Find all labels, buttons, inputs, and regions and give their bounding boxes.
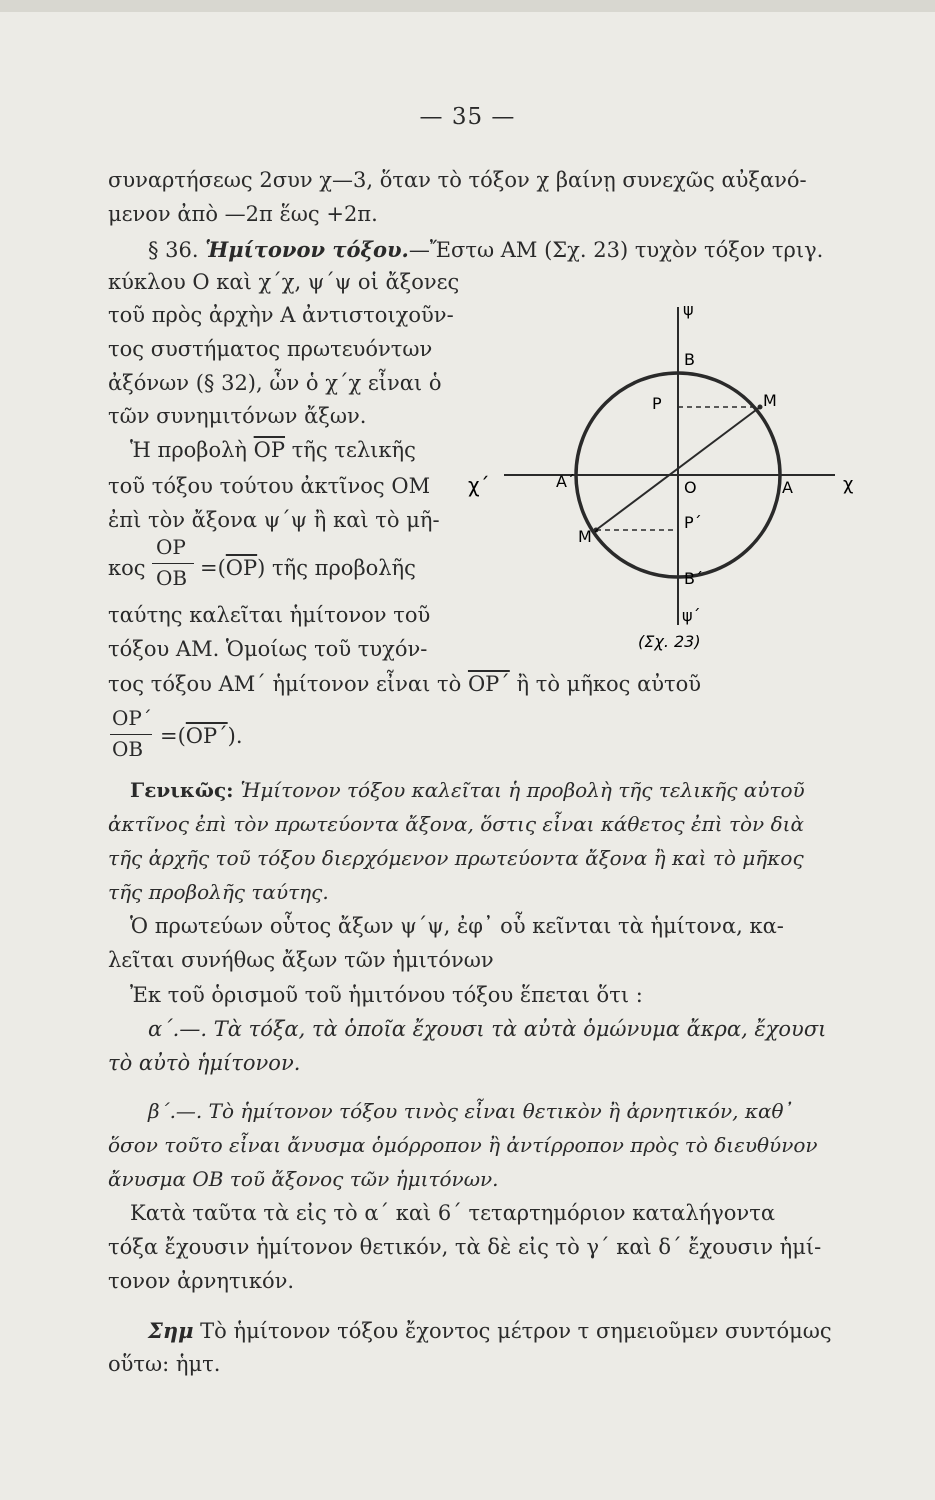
section-heading-rest: —Ἔστω ΑΜ (Σχ. 23) τυχὸν τόξον τριγ.: [408, 238, 824, 262]
label-x-prime: χ΄: [468, 473, 490, 497]
axis-line-2: λεῖται συνήθως ἄξων τῶν ἡμιτόνων: [108, 948, 494, 972]
s36-l13c: ἢ τὸ μῆκος αὐτοῦ: [509, 672, 702, 696]
item-b-l1: Τὸ ἡμίτονον τόξου τινὸς εἶναι θετικὸν ἢ ἀρνητικόν, καθ᾽: [208, 1099, 794, 1123]
s36-line-5: ἀξόνων (§ 32), ὧν ὁ χ΄χ εἶναι ὁ: [108, 371, 442, 395]
general-line-1: [130, 778, 805, 802]
axis-line-1: Ὁ πρωτεύων οὗτος ἄξων ψ΄ψ, ἐφ᾽ οὗ κεῖνται τὰ ἡμίτονα, κα-: [130, 914, 784, 938]
section-title: Ἡμίτονον τόξου.: [205, 237, 409, 262]
item-a-l1: Τὰ τόξα, τὰ ὁποῖα ἔχουσι τὰ αὐτὰ ὁμώνυμα ἄκρα, ἔχουσι: [213, 1017, 827, 1041]
label-x: χ: [843, 474, 854, 495]
fraction-denominator: ΟΒ: [156, 566, 188, 590]
fraction-bar: [152, 563, 194, 564]
item-b-label: β΄.—.: [148, 1099, 209, 1123]
label-a-prime: Α΄: [556, 472, 575, 491]
s36-line-6: τῶν συνημιτόνων ἄξων.: [108, 404, 367, 428]
general-line-2: ἀκτῖνος ἐπὶ τὸν πρωτεύοντα ἄξονα, ὅστις εἶναι κάθετος ἐπὶ τὸν διὰ: [108, 812, 804, 836]
s36-l7c: τῆς τελικῆς: [285, 438, 416, 462]
para1-line-2: μενον ἀπὸ —2π ἕως +2π.: [108, 202, 378, 226]
s36-line-8: τοῦ τόξου τούτου ἀκτῖνος ΟΜ: [108, 474, 431, 498]
section-number: § 36.: [148, 238, 199, 262]
s36-line-9: ἐπὶ τὸν ἄξονα ψ΄ψ ἢ καὶ τὸ μῆ-: [108, 508, 440, 532]
para1-line-1: συναρτήσεως 2συν χ—3, ὅταν τὸ τόξον χ βαίνῃ συνεχῶς αὐξανό-: [108, 168, 807, 192]
s36-line-10: [200, 556, 416, 580]
fraction-denominator: ΟΒ: [112, 737, 144, 761]
s36-l10a: κος: [108, 556, 146, 580]
s36-line-2: κύκλου Ο καὶ χ΄χ, ψ΄ψ οἱ ἄξονες: [108, 270, 460, 294]
s36-l10d: ) τῆς προβολῆς: [257, 556, 416, 580]
item-b-line-1: [148, 1099, 794, 1123]
s36-l14a: =(: [160, 724, 186, 748]
note-l1: Τὸ ἡμίτονον τόξου ἔχοντος μέτρον τ σημειοῦμεν συντόμως: [193, 1319, 832, 1343]
s36-line-12: τόξου ΑΜ. Ὁμοίως τοῦ τυχόν-: [108, 637, 428, 661]
general-lead: Γενικῶς:: [130, 778, 241, 802]
label-b-prime: Β΄: [684, 569, 703, 588]
quadrants-line-2: τόξα ἔχουσιν ἡμίτονον θετικόν, τὰ δὲ εἰς τὸ γ΄ καὶ δ΄ ἔχουσιν ἡμί-: [108, 1235, 822, 1259]
note-line-2: οὕτω: ἡμτ.: [108, 1352, 221, 1376]
s36-l14c: ).: [227, 724, 243, 748]
label-p-prime: Ρ΄: [684, 513, 702, 532]
s36-line-4: τος συστήματος πρωτευόντων: [108, 337, 433, 361]
figure-23: [460, 285, 880, 665]
page-edge: [0, 0, 935, 12]
item-a-label: α΄.—.: [148, 1017, 214, 1041]
label-o: Ο: [684, 478, 697, 497]
s36-line-11: ταύτης καλεῖται ἡμίτονον τοῦ: [108, 603, 431, 627]
fraction-numerator: ΟΡ΄: [112, 706, 152, 730]
fraction-numerator: ΟΡ: [156, 535, 186, 559]
section-36-heading: [148, 237, 823, 262]
label-b: Β: [684, 350, 695, 369]
s36-line-3: τοῦ πρὸς ἀρχὴν Α ἀντιστοιχοῦν-: [108, 303, 454, 327]
unit-circle-diagram: [460, 285, 880, 665]
item-b-line-3: ἄνυσμα ΟΒ τοῦ ἄξονος τῶν ἡμιτόνων.: [108, 1167, 499, 1191]
s36-l10b: =(: [200, 556, 226, 580]
label-psi: ψ: [683, 300, 694, 319]
item-a-line-2: τὸ αὐτὸ ἡμίτονον.: [108, 1051, 301, 1075]
general-l1: Ἡμίτονον τόξου καλεῖται ἡ προβολὴ τῆς τελικῆς αὐτοῦ: [240, 778, 805, 802]
s36-line-13: [108, 672, 701, 696]
note-label: Σημ: [148, 1318, 194, 1343]
general-line-4: τῆς προβολῆς ταύτης.: [108, 880, 329, 904]
page-number: — 35 —: [419, 104, 516, 130]
s36-line-14: [160, 724, 243, 748]
figure-caption: (Σχ. 23): [638, 632, 701, 651]
s36-l13a: τος τόξου ΑΜ΄ ἡμίτονον εἶναι τὸ: [108, 672, 468, 696]
general-line-3: τῆς ἀρχῆς τοῦ τόξου διερχόμενον πρωτεύοντα ἄξονα ἢ καὶ τὸ μῆκος: [108, 846, 804, 870]
fraction-op-prime-ob: [110, 706, 154, 766]
s36-l7a: Ἡ προβολὴ: [130, 438, 254, 462]
label-p: Ρ: [652, 394, 662, 413]
note-line-1: [148, 1318, 832, 1343]
label-m: Μ: [763, 391, 777, 410]
label-a: Α: [782, 478, 793, 497]
quadrants-line-1: Κατὰ ταῦτα τὰ εἰς τὸ α΄ καὶ 6΄ τεταρτημόριον καταλήγοντα: [130, 1201, 776, 1225]
label-m-prime: Μ΄: [578, 527, 600, 546]
fraction-op-ob: [152, 535, 196, 595]
label-psi-prime: ψ΄: [682, 606, 701, 625]
item-a-line-1: [148, 1017, 826, 1041]
segment-op-prime: $\overline{OP΄}$: [467, 672, 510, 696]
segment-op-2: $\overline{OP}$: [225, 556, 258, 580]
item-b-line-2: ὅσον τοῦτο εἶναι ἄνυσμα ὁμόρροπον ἢ ἀντίρροπον πρὸς τὸ διευθύνον: [108, 1133, 818, 1157]
s36-line-7: [130, 438, 416, 462]
segment-op: $\overline{OP}$: [253, 438, 286, 462]
point-m: [758, 405, 763, 410]
quadrants-line-3: τονον ἀρνητικόν.: [108, 1269, 295, 1293]
segment-op-prime-2: $\overline{OP΄}$: [185, 724, 228, 748]
axis-line-3: Ἐκ τοῦ ὁρισμοῦ τοῦ ἡμιτόνου τόξου ἕπεται ὅτι :: [130, 983, 643, 1007]
fraction-bar: [110, 734, 152, 735]
